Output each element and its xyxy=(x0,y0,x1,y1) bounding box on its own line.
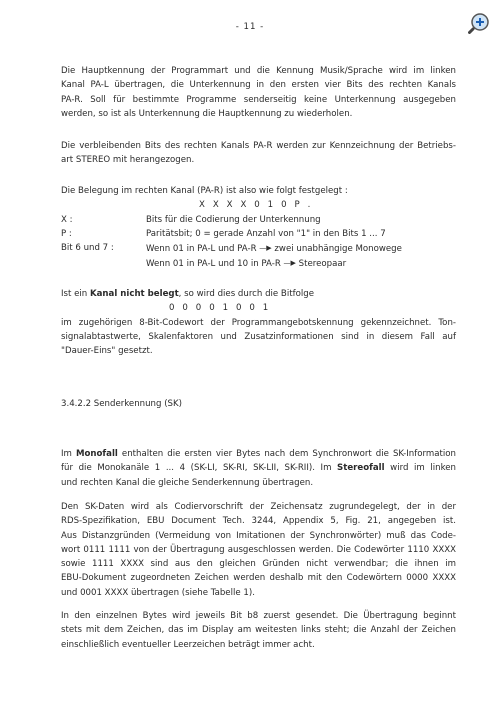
text-run: enthalten die ersten vier Bytes nach dem Synchronwort die SK-Information xyxy=(117,449,457,459)
definition-text-b: Stereopaar xyxy=(298,259,347,270)
definition-row xyxy=(61,227,456,241)
text-line: In den einzelnen Bytes wird jeweils Bit b8 zuerst gesendet. Die Übertragung beginnt xyxy=(61,611,456,621)
paragraph-byte-order xyxy=(61,609,456,652)
paragraph-remaining-bits xyxy=(61,139,456,168)
text-line: Kanal PA-L übertragen, die Unterkennung in den ersten vier Bits des rechten Kanals xyxy=(61,80,456,91)
definition-text-a: Wenn 01 in PA-L und PA-R xyxy=(146,244,257,255)
text-line: sowie 1111 XXXX sind aus den gleichen Gründen nicht verwendbar; die ihnen im xyxy=(61,559,456,570)
text-line: Die verbleibenden Bits des rechten Kanals PA-R werden zur Kennzeichnung der Betriebs- xyxy=(61,141,456,151)
magnifier-plus-icon[interactable] xyxy=(468,12,490,34)
text-line: Aus Distanzgründen (Vermeidung von Imitationen der Synchronwörter) muß das Code- xyxy=(61,530,456,541)
text-line: wort 0111 1111 von der Übertragung ausgeschlossen werden. Die Codewörter 1110 XXXX xyxy=(61,544,456,555)
text-run: Im xyxy=(61,449,76,459)
right-arrow-icon: —▶ xyxy=(259,244,272,253)
text-line: "Dauer-Eins" gesetzt. xyxy=(61,346,153,357)
right-arrow-icon: —▶ xyxy=(283,259,296,268)
definition-key: X : xyxy=(61,214,73,225)
text-line: stets mit dem Zeichen, das im Display am weitesten links steht; die Anzahl der Zeichen xyxy=(61,625,456,636)
paragraph-main-identification xyxy=(61,64,456,121)
text-line: signalabtastwerte, Skalenfaktoren und Zusatzinformationen sind in diesem Fall auf xyxy=(61,331,456,342)
text-line: PA-R. Soll für bestimmte Programme senderseitig keine Unterkennung ausgegeben xyxy=(61,94,456,105)
text-run: wird im linken xyxy=(384,463,456,474)
text-line: Die Belegung im rechten Kanal (PA-R) ist also wie folgt festgelegt : xyxy=(61,186,348,196)
paragraph-mono-stereo xyxy=(61,447,456,490)
text-line: im zugehörigen 8-Bit-Codewort der Programmangebotskennung gekennzeichnet. Ton- xyxy=(61,317,456,328)
text-line: Den SK-Daten wird als Codiervorschrift der Zeichensatz zugrundegelegt, der in der xyxy=(61,502,456,512)
page-number: - 11 - xyxy=(235,22,265,32)
paragraph-channel-unused xyxy=(61,287,456,358)
paragraph-sk-data-coding xyxy=(61,500,456,600)
text-line xyxy=(61,287,456,301)
bold-term: Stereofall xyxy=(337,463,385,474)
text-line: und 0001 XXXX übertragen (siehe Tabelle 1). xyxy=(61,587,255,598)
definition-text-a: Wenn 01 in PA-L und 10 in PA-R xyxy=(146,259,281,270)
section-heading-text: 3.4.2.2 Senderkennung (SK) xyxy=(61,399,182,409)
definition-text-b: zwei unabhängige Monowege xyxy=(274,244,402,255)
bit-pattern: 0 0 0 0 1 0 0 1 xyxy=(169,303,271,314)
definition-text xyxy=(146,241,402,256)
text-run: , so wird dies durch die Bitfolge xyxy=(178,289,315,299)
text-line: art STEREO mit herangezogen. xyxy=(61,155,195,166)
definition-text: Bits für die Codierung der Unterkennung xyxy=(146,214,321,225)
text-run: für die Monokanäle 1 ... 4 (SK-LI, SK-RI, SK-LII, SK-RII). Im xyxy=(61,463,338,474)
definition-key: Bit 6 und 7 : xyxy=(61,243,114,254)
text-line: EBU-Dokument zugeordneten Zeichen werden deshalb mit den Codewörtern 0000 XXXX xyxy=(61,573,456,584)
bit-pattern: X X X X 0 1 0 P . xyxy=(199,200,313,211)
definition-continuation xyxy=(61,256,456,271)
text-run: Ist ein xyxy=(61,289,90,299)
bold-term: Monofall xyxy=(75,449,118,459)
text-line: RDS-Spezifikation, EBU Document Tech. 3244, Appendix 5, Fig. 21, angegeben ist. xyxy=(61,516,456,527)
definition-row xyxy=(61,213,456,227)
bold-term: Kanal nicht belegt xyxy=(89,289,179,299)
text-line xyxy=(61,447,456,461)
text-line: einschließlich eventueller Leerzeichen beträgt immer acht. xyxy=(61,639,315,650)
paragraph-channel-allocation xyxy=(61,184,456,272)
text-line: Die Hauptkennung der Programmart und die Kennung Musik/Sprache wird im linken xyxy=(61,66,456,76)
definition-key: P : xyxy=(61,228,72,239)
text-line: werden, so ist als Unterkennung die Hauptkennung zu wiederholen. xyxy=(61,108,353,119)
text-line xyxy=(61,461,456,475)
definition-text: Paritätsbit; 0 = gerade Anzahl von "1" in den Bits 1 ... 7 xyxy=(146,228,386,239)
text-line: und rechten Kanal die gleiche Senderkennung übertragen. xyxy=(61,477,314,488)
definition-row xyxy=(61,241,456,256)
section-heading xyxy=(61,397,456,411)
